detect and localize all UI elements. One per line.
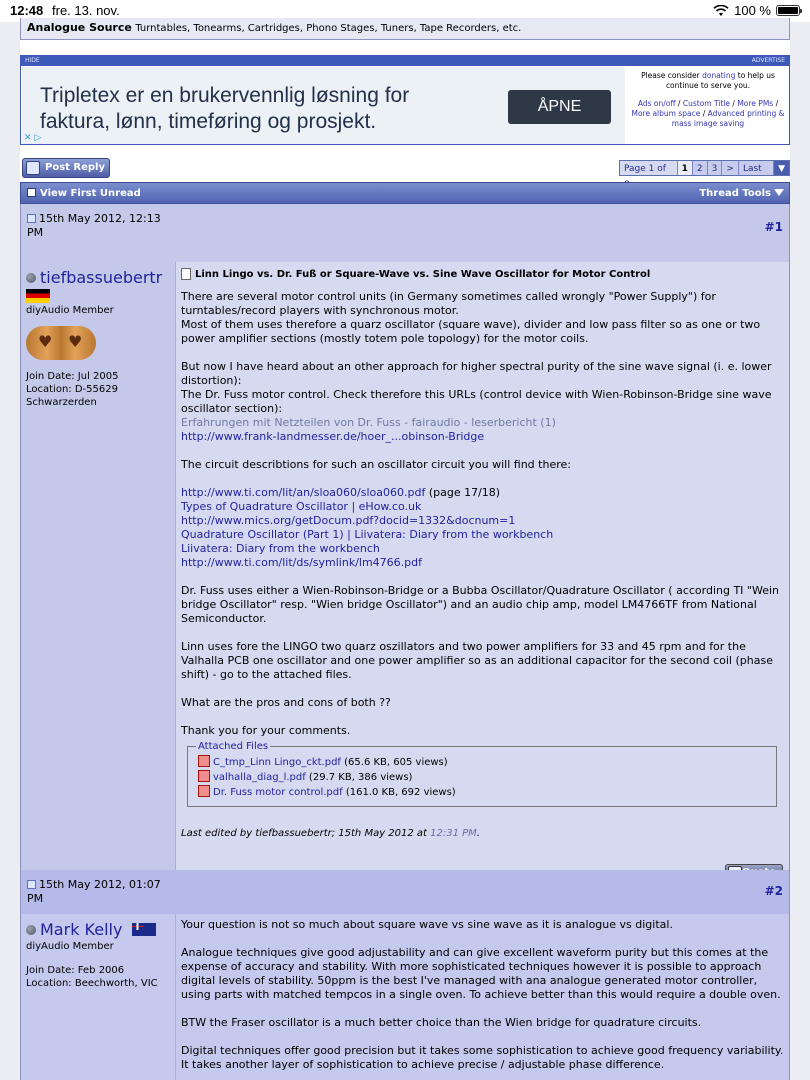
- battery-icon: [776, 5, 800, 16]
- ehow-link[interactable]: Types of Quadrature Oscillator | eHow.co.uk: [181, 500, 422, 513]
- post-2-para-2: Analogue techniques give good adjustability and can give excellent waveform purity but this comes at the expense of accuracy and stability. With more sophisticated techniques however it is possible to approach digital levels of stability. 50ppm is the best I've managed with ana analogue generated motor controller, using parts with matched tempcos in a single oven. To achieve better than this would require a double oven.: [181, 946, 781, 1001]
- ad-advertise-link[interactable]: ADVERTISE: [751, 57, 785, 64]
- page-2-link[interactable]: 2: [692, 161, 707, 175]
- page-navigation: [619, 160, 790, 176]
- attachment-item: [198, 770, 766, 785]
- mics-link[interactable]: http://www.mics.org/getDocum.pdf?docid=1332&docnum=1: [181, 514, 516, 527]
- post-2-header: [20, 870, 790, 914]
- post-1-number[interactable]: #1: [764, 220, 783, 234]
- ad-box: [20, 55, 790, 145]
- post-2-username[interactable]: Mark Kelly: [40, 920, 123, 939]
- post-2-location: Location: Beechworth, VIC: [26, 978, 158, 989]
- advanced-printing-link[interactable]: Advanced printing & mass image saving: [671, 109, 785, 128]
- post-2-username-row: [26, 920, 170, 939]
- post-1-join-date: Join Date: Jul 2005: [26, 371, 119, 382]
- post-1-para-5: The circuit describtions for such an oscillator circuit you will find there:: [181, 458, 571, 471]
- post-status-icon: [27, 214, 36, 223]
- status-time: 12:48: [10, 3, 44, 18]
- donate-text-pre: Please consider: [641, 71, 700, 80]
- last-edited-note: [181, 827, 784, 841]
- post-1-userinfo: [20, 262, 176, 888]
- status-right: [713, 3, 800, 18]
- attachment-info-1: (65.6 KB, 605 views): [340, 757, 448, 768]
- more-pms-link[interactable]: More PMs: [737, 99, 774, 108]
- page-1-link[interactable]: 1: [677, 161, 692, 175]
- post-1-para-8: What are the pros and cons of both ??: [181, 696, 391, 709]
- document-icon: [181, 268, 191, 280]
- page-3-link[interactable]: 3: [707, 161, 722, 175]
- attachment-link-2[interactable]: valhalla_diag_l.pdf: [213, 772, 306, 783]
- post-2-date-line1: 15th May 2012, 01:07: [39, 878, 161, 891]
- post-2-date-line2: PM: [27, 892, 44, 905]
- post-1-date-line2: PM: [27, 226, 44, 239]
- edited-prefix: Last edited by tiefbassuebertr; 15th May 2012 at: [181, 828, 431, 839]
- ad-banner[interactable]: [22, 67, 625, 144]
- post-1-title: Linn Lingo vs. Dr. Fuß or Square-Wave vs. Sine Wave Oscillator for Motor Control: [195, 268, 651, 280]
- post-1-header: [20, 204, 790, 262]
- post-1-para-3: But now I have heard about an other approach for higher spectral purity of the sine wave signal (i. e. lower distortion):: [181, 360, 772, 387]
- forum-title[interactable]: Analogue Source: [27, 21, 132, 34]
- attachment-info-3: (161.0 KB, 692 views): [342, 787, 456, 798]
- post-1-member-title: diyAudio Member: [26, 305, 114, 316]
- reply-pencil-icon: [26, 161, 40, 175]
- custom-title-link[interactable]: Custom Title: [682, 99, 731, 108]
- post-1-date-line1: 15th May 2012, 12:13: [39, 212, 161, 225]
- post-1-avatar[interactable]: [26, 326, 96, 360]
- post-1-title-row: [181, 268, 784, 280]
- attached-files-label: Attached Files: [198, 741, 269, 752]
- attachment-info-2: (29.7 KB, 386 views): [305, 772, 413, 783]
- post-1-location: Location: D-55629 Schwarzerden: [26, 384, 118, 408]
- more-album-space-link[interactable]: More album space: [631, 109, 701, 118]
- donate-text-post: to help us continue to serve you.: [665, 71, 775, 90]
- forum-page: [20, 18, 790, 1071]
- post-1-date: [27, 212, 177, 240]
- online-status-icon: [26, 273, 36, 283]
- page-jump-dropdown-icon[interactable]: ▼: [773, 161, 789, 175]
- donating-link[interactable]: donating: [702, 71, 736, 80]
- post-1-para-9: Thank you for your comments.: [181, 724, 351, 737]
- post-2-message: [181, 918, 784, 1072]
- adchoices-icon[interactable]: ✕ ▷: [24, 133, 42, 143]
- pdf-icon: [198, 785, 210, 797]
- ti-lm4766-link[interactable]: http://www.ti.com/lit/ds/symlink/lm4766.pdf: [181, 556, 423, 569]
- battery-percent: 100 %: [734, 3, 771, 18]
- last-page-link[interactable]: Last: [738, 161, 773, 175]
- post-1-message: [181, 290, 784, 738]
- ad-hide-link[interactable]: HIDE: [25, 57, 40, 64]
- page-margin-right: [790, 0, 810, 1080]
- ad-header: [21, 56, 789, 66]
- post-2-member-title: diyAudio Member: [26, 941, 114, 952]
- view-first-unread-link[interactable]: [27, 188, 141, 199]
- ad-open-button[interactable]: ÅPNE: [508, 90, 611, 124]
- thread-tools-arrow-icon[interactable]: [774, 189, 784, 196]
- page-margin-left: [0, 0, 20, 1080]
- post-1-username-row: [26, 268, 170, 287]
- liivatera-link[interactable]: Liivatera: Diary from the workbench: [181, 542, 380, 555]
- frank-landmesser-link[interactable]: http://www.frank-landmesser.de/hoer_...obinson-Bridge: [181, 430, 485, 443]
- checkmark-icon: [27, 188, 36, 197]
- post-1-username[interactable]: tiefbassuebertr: [40, 268, 163, 287]
- page-indicator: Page 1 of: [620, 161, 677, 175]
- post-1-para-6: Dr. Fuss uses either a Wien-Robinson-Bridge or a Bubba Oscillator/Quadrature Oscillator ( according TI "Wein bridge Oscillator" resp. "Wien bridge Oscillator") and an audio chip amp, model LM4766TF from National Semiconductor.: [181, 584, 780, 625]
- thread-header-bar: [20, 182, 790, 204]
- edited-time: 12:31 PM: [430, 828, 477, 839]
- fairaudio-link[interactable]: Erfahrungen mit Netzteilen von Dr. Fuss - fairaudio - leserbericht (1): [181, 416, 556, 429]
- wifi-icon: [713, 5, 729, 17]
- forum-description: Turntables, Tonearms, Cartridges, Phono Stages, Tuners, Tape Recorders, etc.: [135, 23, 522, 34]
- post-status-icon: [27, 880, 36, 889]
- post-2-para-4: Digital techniques offer good precision but it takes some sophistication to achieve good frequency variability. It takes another layer of sophistication to achieve precise / adjustable phase difference.: [181, 1044, 784, 1071]
- ad-side-panel: Please consider donating to help us continue to serve you. Ads on/off / Custom Title / More PMs / More album space / Advanced printing & mass image saving: [631, 71, 785, 128]
- post-reply-button[interactable]: [22, 158, 110, 178]
- ad-text-line2: faktura, lønn, timeføring og prosjekt.: [40, 110, 377, 133]
- attachment-item: [198, 755, 766, 770]
- post-2-number[interactable]: #2: [764, 884, 783, 898]
- thread-toolbar: [20, 156, 790, 182]
- post-1-para-1: There are several motor control units (in Germany sometimes called wrongly "Power Supply") for turntables/record players with synchronous motor.: [181, 290, 716, 317]
- germany-flag-icon: [26, 289, 50, 303]
- online-status-icon: [26, 925, 36, 935]
- post-2-body: [176, 914, 790, 1080]
- edited-suffix: .: [476, 828, 480, 839]
- ad-text-line1: Tripletex er en brukervennlig løsning for: [40, 84, 410, 107]
- post-2-para-1: Your question is not so much about square wave vs sine wave as it is analogue vs digital.: [181, 918, 673, 931]
- ads-onoff-link[interactable]: Ads on/off: [637, 99, 676, 108]
- thread-tools-menu[interactable]: Thread Tools: [699, 188, 771, 199]
- ti-sloa060-suffix: (page 17/18): [425, 486, 501, 499]
- australia-flag-icon: [132, 923, 156, 936]
- post-reply-label: Post Reply: [45, 162, 105, 173]
- liivatera-quadrature-link[interactable]: Quadrature Oscillator (Part 1) | Liivatera: Diary from the workbench: [181, 528, 554, 541]
- ad-text: [40, 83, 409, 135]
- next-page-link[interactable]: >: [721, 161, 738, 175]
- attached-files-box: [187, 741, 777, 807]
- pdf-icon: [198, 755, 210, 767]
- post-2-para-3: BTW the Fraser oscillator is a much better choice than the Wien bridge for quadrature circuits.: [181, 1016, 702, 1029]
- post-1-para-2: Most of them uses therefore a quarz oscillator (square wave), divider and low pass filter so as one or two power amplifier sections (mostly totem pole topology) for the motor coils.: [181, 318, 761, 345]
- attachment-link-3[interactable]: Dr. Fuss motor control.pdf: [213, 787, 343, 798]
- ti-sloa060-link[interactable]: http://www.ti.com/lit/an/sloa060/sloa060.pdf: [181, 486, 426, 499]
- post-1-body: [176, 262, 790, 888]
- post-2-userinfo: [20, 914, 176, 1080]
- post-1-para-4: The Dr. Fuss motor control. Check therefore this URLs (control device with Wien-Robinson-Bridge sine wave oscillator section):: [181, 388, 772, 415]
- post-1-para-7: Linn uses fore the LINGO two quarz oszillators and two power amplifiers for 33 and 45 rpm and for the Valhalla PCB one oscillator and one power amplifier so as an additional capacitor for the second coil (phase shift) - go to the attached files.: [181, 640, 773, 681]
- attachment-link-1[interactable]: C_tmp_Linn Lingo_ckt.pdf: [213, 757, 341, 768]
- post-2-join-date: Join Date: Feb 2006: [26, 965, 125, 976]
- forum-breadcrumb: [20, 18, 790, 40]
- attachment-item: [198, 785, 766, 800]
- status-date: fre. 13. nov.: [52, 3, 120, 18]
- pdf-icon: [198, 770, 210, 782]
- view-first-unread-label: View First Unread: [40, 188, 141, 199]
- post-2-date: [27, 878, 177, 906]
